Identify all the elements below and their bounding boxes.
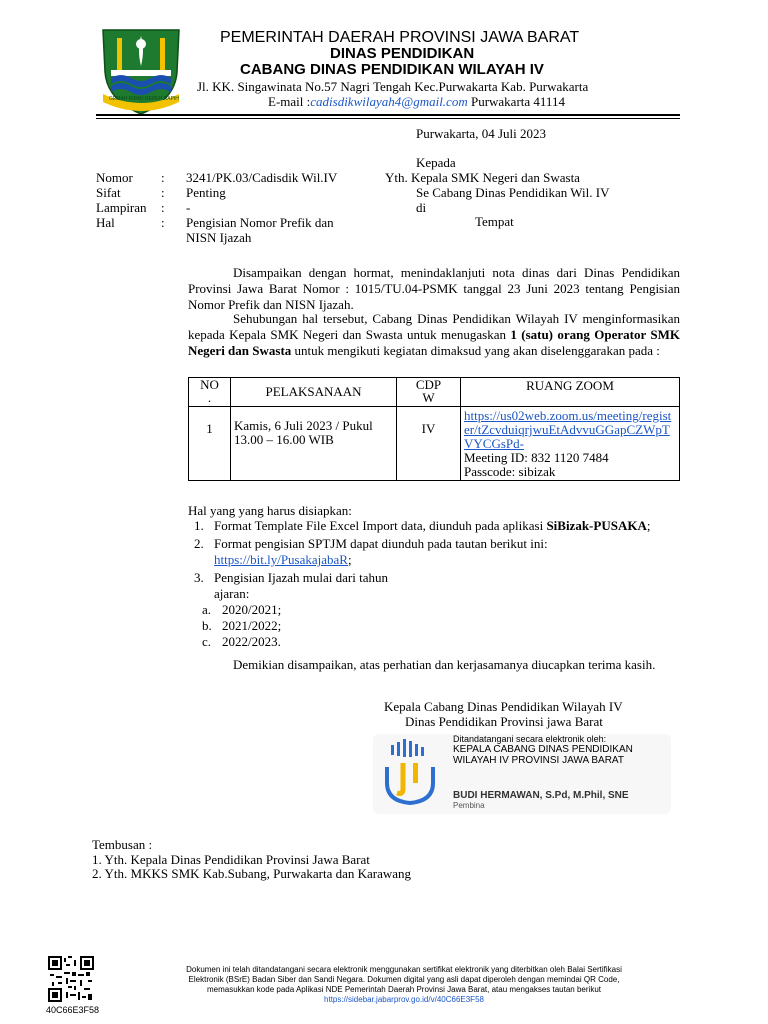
tembusan-label: Tembusan : <box>92 837 153 852</box>
ds-position-1: KEPALA CABANG DINAS PENDIDIKAN <box>453 744 633 755</box>
list-item <box>194 518 680 534</box>
cell-zoom <box>461 407 680 481</box>
ds-label: Ditandatangani secara elektronik oleh: <box>453 734 607 744</box>
col-header-cdpw: CDP W <box>397 378 461 407</box>
recipient-di: di <box>416 200 427 215</box>
sub-text: 2020/2021; <box>222 602 282 617</box>
list-item <box>202 618 680 634</box>
field-label: Nomor <box>96 170 133 185</box>
field-row <box>96 185 376 200</box>
header-office: DINAS PENDIDIKAN <box>330 45 475 62</box>
footer-line: Elektronik (BSrE) Badan Siber dan Sandi Negara. Dokumen digital yang asli dapat diperoleh dengan memindai QR Code, <box>188 975 620 984</box>
app-name: SiBizak-PUSAKA <box>546 518 647 533</box>
qr-code[interactable] <box>48 956 94 1002</box>
field-sep: : <box>161 185 165 200</box>
sptjm-link[interactable]: https://bit.ly/PusakajabaR <box>214 552 348 567</box>
field-label <box>96 230 161 245</box>
col-header-zoom: RUANG ZOOM <box>461 378 680 407</box>
field-row <box>96 215 376 230</box>
field-label: Lampiran <box>96 200 147 215</box>
field-label: Hal <box>96 215 115 230</box>
schedule-table <box>188 377 680 481</box>
field-row <box>96 200 376 215</box>
tembusan-item: 1. Yth. Kepala Dinas Pendidikan Provinsi Jawa Barat <box>92 852 370 867</box>
field-value: NISN Ijazah <box>186 230 252 245</box>
sub-number: b. <box>202 618 212 633</box>
recipient-kepada: Kepada <box>416 155 456 170</box>
header-government: PEMERINTAH DAERAH PROVINSI JAWA BARAT <box>220 29 580 46</box>
government-logo <box>97 22 185 116</box>
cell-cdpw: IV <box>397 407 461 481</box>
signatory-title: Kepala Cabang Dinas Pendidikan Wilayah IV <box>384 699 623 714</box>
header-contact <box>268 94 565 110</box>
list-item <box>202 602 680 618</box>
field-row <box>96 230 376 245</box>
prep-item1-text: Format Template File Excel Import data, diunduh pada aplikasi <box>214 518 547 533</box>
ds-rank: Pembina <box>453 801 485 810</box>
field-sep: : <box>161 200 165 215</box>
prep-item3-text2: ajaran: <box>214 586 250 601</box>
list-text <box>214 570 388 602</box>
col-header-no: NO . <box>189 378 231 407</box>
list-number: 3. <box>194 570 204 585</box>
field-value: - <box>186 200 191 215</box>
footer-note <box>130 965 678 1005</box>
letter-fields <box>96 170 376 245</box>
paragraph-intro: Disampaikan dengan hormat, menindaklanjuti nota dinas dari Dinas Pendidikan Provinsi Jawa Barat Nomor : 1015/TU.04-PSMK tanggal 23 Juni 2023 tentang Pengisian Nomor Prefik dan NISN Ijazah. <box>188 265 680 312</box>
col-header-pelaksanaan: PELAKSANAAN <box>231 378 397 407</box>
sub-number: c. <box>202 634 212 649</box>
sub-text: 2021/2022; <box>222 618 282 633</box>
field-value: 3241/PK.03/Cadisdik Wil.IV <box>186 170 338 185</box>
list-item <box>202 634 680 650</box>
prep-item3-text: Pengisian Ijazah mulai dari tahun <box>214 570 389 585</box>
sub-list <box>202 602 680 650</box>
request-text-a: Sehubungan hal tersebut, Cabang Dinas Pendidikan Wilayah IV menginformasikan kepada Kepala SMK Negeri dan Swasta untuk menugaskan <box>188 311 680 342</box>
field-value: Pengisian Nomor Prefik dan <box>186 215 334 230</box>
footer-line: memasukkan kode pada Aplikasi NDE Pemerintah Daerah Provinsi Jawa Barat, atau mengakses tautan berikut <box>207 985 601 994</box>
ds-position-2: WILAYAH IV PROVINSI JAWA BARAT <box>453 755 624 766</box>
cell-no: 1 <box>189 407 231 481</box>
paragraph-request <box>188 311 680 359</box>
header-address: Jl. KK. Singawinata No.57 Nagri Tengah Kec.Purwakarta Kab. Purwakarta <box>197 79 589 94</box>
recipient-yth: Yth. Kepala SMK Negeri dan Swasta <box>385 170 580 185</box>
digital-signature-box <box>373 734 671 814</box>
signatory-office: Dinas Pendidikan Provinsi jawa Barat <box>405 714 603 729</box>
qr-code-id: 40C66E3F58 <box>46 1005 100 1015</box>
footer-line: Dokumen ini telah ditandatangani secara elektronik menggunakan sertifikat elektronik yang diterbitkan oleh Balai Sertifikasi <box>186 965 622 974</box>
logo-ribbon-text: GEMAH RIPAH REPEH RAPIH <box>109 96 179 102</box>
postal-code: Purwakarta 41114 <box>467 94 565 109</box>
ds-name: BUDI HERMAWAN, S.Pd, M.Phil, SNE <box>453 790 629 801</box>
cell-pelaksanaan: Kamis, 6 Juli 2023 / Pukul 13.00 – 16.00 WIB <box>231 407 397 481</box>
list-item <box>194 570 680 602</box>
list-text <box>214 518 654 534</box>
request-text-c: untuk mengikuti kegiatan dimaksud yang akan diselenggarakan pada : <box>291 343 660 358</box>
zoom-link[interactable]: https://us02web.zoom.us/meeting/register/tZcvduiqrjwuEtAdvvuGGapCZWpTVYCGsPd- <box>464 408 672 451</box>
email-link[interactable]: cadisdikwilayah4@gmail.com <box>310 94 468 109</box>
field-row <box>96 170 376 185</box>
place-date: Purwakarta, 04 Juli 2023 <box>416 126 546 141</box>
field-sep <box>161 230 186 245</box>
sub-number: a. <box>202 602 212 617</box>
recipient-tempat: Tempat <box>475 214 514 229</box>
table-header-row <box>189 378 680 407</box>
list-item <box>194 536 680 568</box>
table-row <box>189 407 680 481</box>
verification-link[interactable]: https://sidebar.jabarprov.go.id/v/40C66E3F58 <box>324 995 484 1004</box>
closing-paragraph: Demikian disampaikan, atas perhatian dan kerjasamanya diucapkan terima kasih. <box>233 657 656 672</box>
prep-item2-text: Format pengisian SPTJM dapat diunduh pada tautan berikut ini: <box>214 536 548 551</box>
field-sep: : <box>161 170 165 185</box>
list-text <box>214 536 654 568</box>
header-rule <box>96 114 680 116</box>
tembusan-item: 2. Yth. MKKS SMK Kab.Subang, Purwakarta dan Karawang <box>92 866 412 881</box>
sub-text: 2022/2023. <box>222 634 281 649</box>
request-text-bold: 1 (satu) orang Operator SMK Negeri dan Swasta <box>188 327 680 358</box>
field-label: Sifat <box>96 185 121 200</box>
signature-logo-icon <box>381 739 439 809</box>
list-number: 1. <box>194 518 204 533</box>
prep-item2-end: ; <box>347 552 352 567</box>
header-branch: CABANG DINAS PENDIDIKAN WILAYAH IV <box>240 61 544 78</box>
header-rule-thin <box>96 118 680 119</box>
recipient-scope: Se Cabang Dinas Pendidikan Wil. IV <box>416 185 610 200</box>
meeting-id: Meeting ID: 832 1120 7484 <box>464 450 609 465</box>
email-label: E-mail : <box>268 94 311 109</box>
field-value: Penting <box>186 185 226 200</box>
field-sep: : <box>161 215 165 230</box>
passcode: Passcode: sibizak <box>464 464 556 479</box>
prep-list <box>194 518 680 650</box>
prep-item1-end: ; <box>646 518 651 533</box>
prep-intro: Hal yang yang harus disiapkan: <box>188 503 352 518</box>
list-number: 2. <box>194 536 204 551</box>
